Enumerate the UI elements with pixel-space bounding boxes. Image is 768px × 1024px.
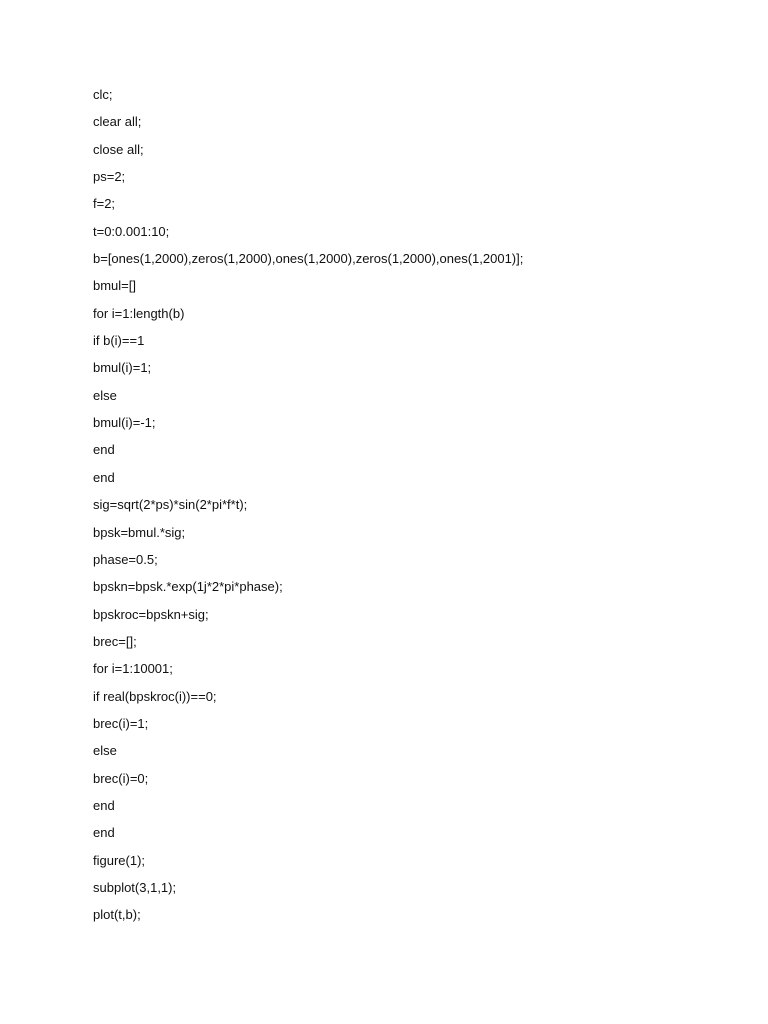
code-line: phase=0.5; [93,551,158,567]
code-line: end [93,469,115,485]
code-line: bpskn=bpsk.*exp(1j*2*pi*phase); [93,579,283,595]
code-line: for i=1:length(b) [93,305,185,321]
code-line: end [93,442,115,458]
code-line: t=0:0.001:10; [93,223,170,239]
code-line: bmul=[] [93,278,136,294]
code-line: if real(bpskroc(i))==0; [93,688,217,704]
code-line: bmul(i)=-1; [93,415,156,431]
code-line: else [93,743,117,759]
code-line: else [93,387,117,403]
code-line: b=[ones(1,2000),zeros(1,2000),ones(1,2000),zeros(1,2000),ones(1,2001)]; [93,251,524,267]
code-line: clc; [93,87,113,102]
code-line: end [93,825,115,841]
code-line: close all; [93,141,144,157]
code-line: if b(i)==1 [93,333,145,349]
code-line: figure(1); [93,852,146,868]
code-line: for i=1:10001; [93,661,173,677]
code-line: bpskroc=bpskn+sig; [93,606,209,622]
code-line: ps=2; [93,169,126,185]
code-line: subplot(3,1,1); [93,879,177,895]
code-line: sig=sqrt(2*ps)*sin(2*pi*f*t); [93,497,248,513]
code-line: end [93,797,115,813]
code-line: bpsk=bmul.*sig; [93,524,186,540]
code-line: plot(t,b); [93,907,141,923]
code-listing [93,86,523,934]
code-line: clear all; [93,114,142,130]
code-line: brec=[]; [93,633,137,649]
code-line: brec(i)=0; [93,770,149,786]
code-line: f=2; [93,196,116,212]
code-line: brec(i)=1; [93,715,149,731]
code-line: bmul(i)=1; [93,360,152,376]
